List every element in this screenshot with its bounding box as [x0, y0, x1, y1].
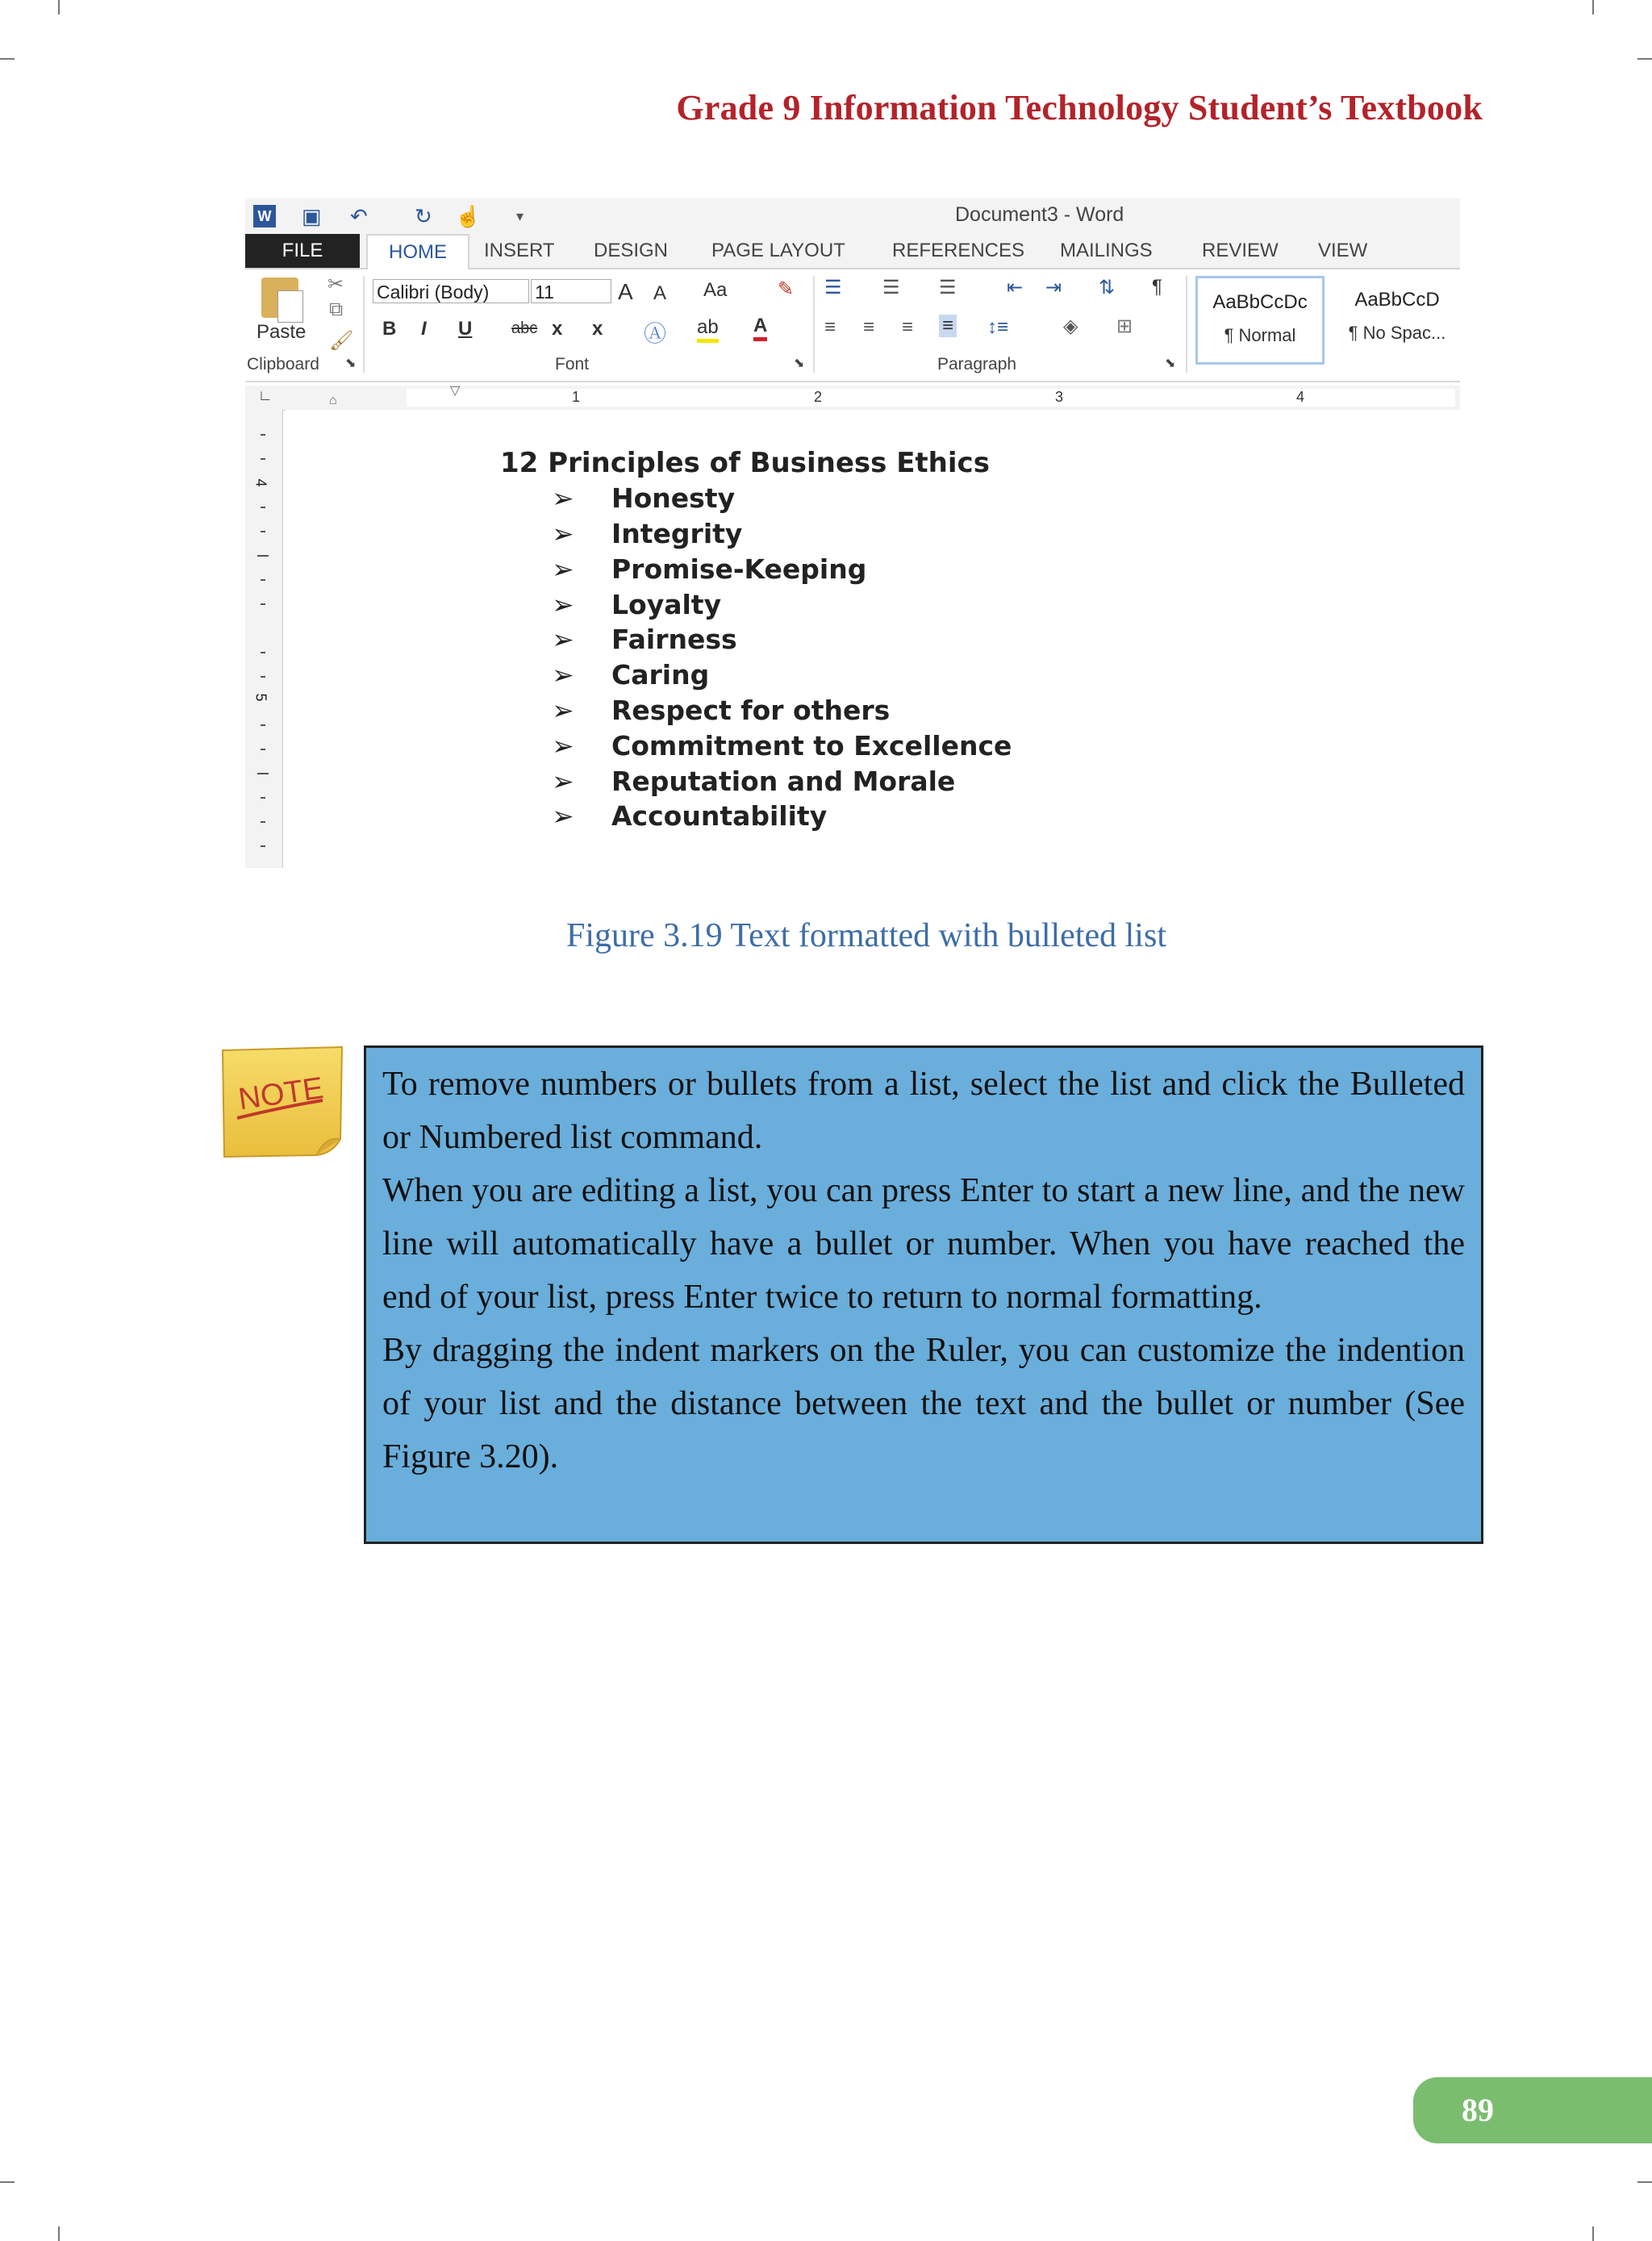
tab-view[interactable]: VIEW [1318, 240, 1368, 261]
list-item-text: Promise-Keeping [611, 553, 867, 585]
crop-mark [0, 58, 15, 60]
numbering-icon[interactable]: ☰ [882, 277, 900, 298]
highlight-color-icon[interactable]: ab [697, 316, 719, 343]
clipboard-group-label: Clipboard [247, 355, 319, 374]
note-sticker-icon [219, 1045, 345, 1158]
align-right-icon[interactable]: ≡ [902, 316, 914, 338]
paste-icon-sheet [277, 290, 303, 323]
grow-font-button[interactable]: A [618, 279, 633, 304]
divider [813, 276, 815, 373]
strikethrough-button[interactable]: abc [511, 319, 538, 337]
list-item-text: Reputation and Morale [611, 766, 956, 797]
page-number: 89 [1413, 2077, 1652, 2143]
dialog-launcher-icon[interactable]: ⬊ [794, 357, 805, 370]
list-item-text: Caring [611, 659, 710, 691]
arrow-bullet-icon: ➢ [552, 766, 574, 797]
cut-icon[interactable]: ✂ [327, 273, 344, 295]
ruler-number: 4 [252, 478, 269, 487]
list-item [552, 624, 737, 655]
superscript-button[interactable]: x [592, 318, 603, 340]
ruler-tick [257, 555, 269, 557]
horizontal-ruler[interactable] [245, 386, 1460, 411]
arrow-bullet-icon: ➢ [552, 800, 574, 832]
ruler-number: 5 [252, 693, 269, 702]
arrow-bullet-icon: ➢ [552, 553, 574, 585]
ruler-number: 2 [814, 389, 823, 405]
tab-file[interactable]: FILE [245, 234, 360, 268]
shrink-font-button[interactable]: A [653, 282, 667, 304]
tab-design[interactable]: DESIGN [594, 240, 669, 261]
crop-mark [1592, 2226, 1594, 2241]
italic-button[interactable]: I [421, 318, 427, 340]
crop-mark [1637, 58, 1652, 60]
subscript-button[interactable]: x [552, 318, 563, 340]
show-marks-button[interactable]: ¶ [1152, 276, 1162, 298]
ruler-number: 3 [1055, 389, 1064, 405]
tab-review[interactable]: REVIEW [1202, 240, 1279, 261]
tab-references[interactable]: REFERENCES [892, 240, 1025, 261]
list-item [552, 730, 1012, 762]
note-sticker-label: NOTE [236, 1071, 326, 1117]
align-center-icon[interactable]: ≡ [863, 316, 875, 338]
tab-insert[interactable]: INSERT [484, 240, 555, 261]
font-group-label: Font [555, 355, 590, 374]
style-normal[interactable] [1195, 276, 1325, 365]
crop-mark [58, 2226, 60, 2241]
document-page[interactable] [286, 410, 1460, 868]
ruler-tick [261, 579, 265, 581]
arrow-bullet-icon: ➢ [552, 659, 574, 691]
ruler-tick [261, 724, 265, 726]
save-icon[interactable]: ▣ [302, 204, 322, 228]
ruler-tick [261, 797, 265, 799]
arrow-bullet-icon: ➢ [552, 730, 574, 762]
ribbon-tabs [245, 234, 1460, 269]
vertical-ruler [245, 410, 283, 868]
word-logo-icon: W [253, 205, 276, 227]
list-item-text: Fairness [611, 624, 737, 655]
style-name: ¶ No Spac... [1348, 323, 1446, 343]
ribbon-home [245, 269, 1460, 382]
list-item [552, 800, 827, 832]
ruler-number: 1 [572, 389, 581, 405]
shading-icon[interactable]: ◈ [1063, 315, 1078, 337]
list-item-text: Commitment to Excellence [611, 730, 1012, 762]
ruler-tick [261, 507, 265, 508]
crop-mark [1592, 0, 1594, 15]
arrow-bullet-icon: ➢ [552, 589, 574, 620]
font-size-select[interactable]: 11 [531, 279, 611, 303]
touch-mode-icon[interactable]: ☝ [455, 204, 482, 228]
change-case-button[interactable]: Aa [703, 279, 728, 301]
figure-caption: Figure 3.19 Text formatted with bulleted list [565, 917, 1166, 954]
copy-icon[interactable]: ⧉ [329, 298, 344, 320]
list-item-text: Honesty [611, 482, 736, 514]
style-no-spacing[interactable] [1333, 276, 1460, 365]
list-item-text: Accountability [611, 800, 828, 832]
redo-icon[interactable]: ↻ [415, 204, 432, 228]
ruler-tick [257, 773, 269, 774]
note-paragraph: When you are editing a list, you can press Enter to start a new line, and the new line will automatically have a bullet or number. When you have reached the end of your list, press Enter twice to return to normal formatting. [382, 1172, 1465, 1316]
format-painter-icon[interactable]: 🖌 [329, 330, 354, 352]
ruler-tick [261, 845, 265, 847]
text-effects-icon[interactable]: Ⓐ [644, 321, 667, 346]
sort-icon[interactable]: ⇅ [1099, 277, 1116, 298]
ruler-tick [261, 821, 265, 823]
arrow-bullet-icon: ➢ [552, 518, 574, 549]
list-item [552, 518, 742, 549]
arrow-bullet-icon: ➢ [552, 624, 574, 655]
tab-selector-icon[interactable]: ∟ [258, 387, 273, 403]
line-spacing-icon[interactable]: ↕≡ [987, 316, 1009, 338]
divider [363, 276, 365, 373]
paragraph-group-label: Paragraph [937, 355, 1017, 374]
tab-page-layout[interactable]: PAGE LAYOUT [711, 240, 845, 261]
crop-mark [58, 0, 60, 15]
note-paragraph: By dragging the indent markers on the Ruler, you can customize the indention of your list and the distance between the text and the bullet or number (See Figure 3.20). [382, 1332, 1465, 1475]
list-item [552, 659, 709, 691]
style-name: ¶ Normal [1224, 325, 1296, 345]
note-box [364, 1045, 1483, 1544]
align-left-icon[interactable]: ≡ [824, 316, 836, 338]
indent-marker-icon[interactable]: ▽ [450, 384, 461, 398]
tab-mailings[interactable]: MAILINGS [1060, 240, 1153, 261]
font-color-icon[interactable]: A [753, 315, 767, 341]
list-item [552, 589, 721, 620]
note-paragraph: To remove numbers or bullets from a list, select the list and click the Bulleted or Numbered list command. [382, 1066, 1465, 1156]
bullets-icon[interactable]: ☰ [824, 277, 842, 298]
borders-icon[interactable]: ⊞ [1116, 315, 1133, 337]
divider [1186, 276, 1187, 373]
ruler-tick [261, 531, 265, 532]
list-item [552, 553, 866, 585]
increase-indent-icon[interactable]: ⇥ [1045, 277, 1062, 298]
clear-formatting-icon[interactable]: ✎ [778, 278, 795, 300]
dialog-launcher-icon[interactable]: ⬊ [345, 357, 357, 370]
style-preview: AaBbCcD [1354, 289, 1440, 311]
style-preview: AaBbCcDc [1212, 291, 1308, 313]
quick-access-toolbar [245, 198, 1460, 234]
list-item-text: Respect for others [611, 695, 891, 726]
customize-qat-icon[interactable]: ▾ [516, 208, 524, 224]
list-item [552, 695, 890, 726]
crop-mark [1637, 2181, 1652, 2183]
tab-home[interactable]: HOME [366, 234, 469, 271]
ruler-number: 4 [1296, 389, 1305, 405]
word-screenshot [245, 198, 1460, 868]
arrow-bullet-icon: ➢ [552, 695, 574, 726]
list-item [552, 482, 735, 514]
paste-button[interactable]: Paste [257, 321, 307, 343]
list-item [552, 766, 955, 797]
list-item-text: Integrity [611, 518, 743, 549]
decrease-indent-icon[interactable]: ⇤ [1007, 277, 1024, 298]
running-header: Grade 9 Information Technology Student’s Textbook [676, 88, 1483, 127]
ruler-tick [261, 458, 265, 460]
ruler-tick [261, 676, 265, 678]
list-item-text: Loyalty [611, 589, 722, 620]
ruler-tick [261, 434, 265, 436]
bold-button[interactable]: B [382, 318, 397, 340]
hanging-indent-icon[interactable]: ⌂ [329, 394, 337, 407]
undo-icon[interactable]: ↶ [350, 204, 368, 228]
ruler-tick [261, 603, 265, 605]
justify-icon[interactable]: ≡ [939, 315, 957, 337]
dialog-launcher-icon[interactable]: ⬊ [1165, 357, 1176, 370]
underline-button[interactable]: U [458, 318, 473, 340]
crop-mark [0, 2181, 15, 2183]
ruler-tick [261, 749, 265, 750]
list-title: 12 Principles of Business Ethics [500, 447, 990, 479]
multilevel-list-icon[interactable]: ☰ [939, 277, 957, 298]
ruler-tick [261, 652, 265, 653]
font-name-select[interactable]: Calibri (Body) [373, 279, 529, 303]
window-title: Document3 - Word [955, 203, 1124, 226]
arrow-bullet-icon: ➢ [552, 482, 574, 514]
